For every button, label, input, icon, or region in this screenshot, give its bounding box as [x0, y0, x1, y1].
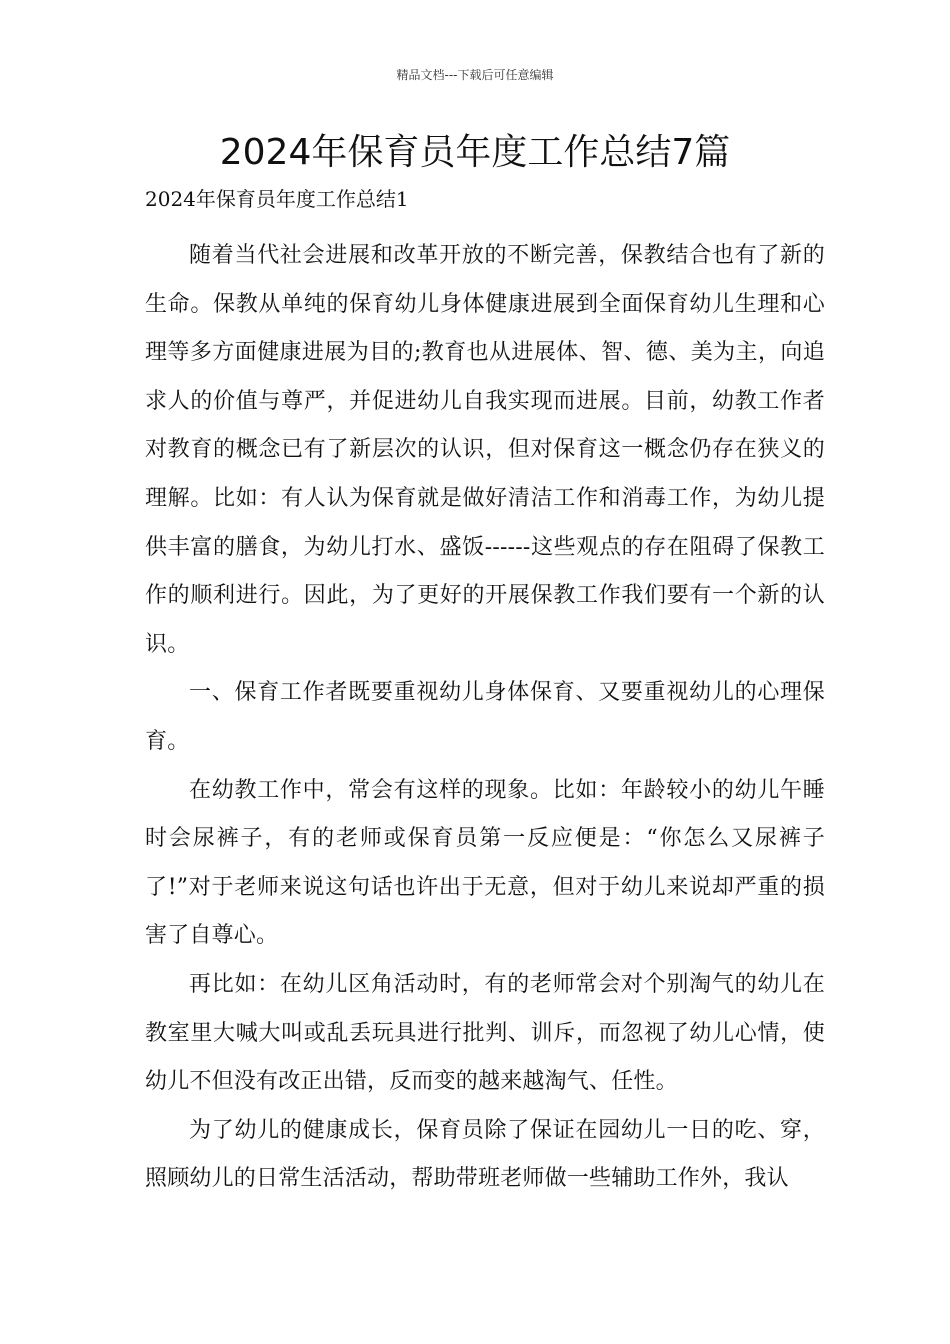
section-heading: 2024年保育员年度工作总结1 — [145, 187, 409, 211]
paragraph: 为了幼儿的健康成长，保育员除了保证在园幼儿一日的吃、穿，照顾幼儿的日常生活活动，帮助带班老师做一些辅助工作外，我认 — [145, 1117, 825, 1192]
document-title: 2024年保育员年度工作总结7篇 — [219, 132, 731, 173]
body-text — [145, 232, 825, 1204]
paragraph: 在幼教工作中，常会有这样的现象。比如：年龄较小的幼儿午睡时会尿裤子，有的老师或保育员第一反应便是：“你怎么又尿裤子了!”对于老师来说这句话也许出于无意，但对于幼儿来说却严重的损害了自尊心。 — [145, 777, 825, 949]
header-note: 精品文档---下载后可任意编辑 — [396, 68, 554, 82]
paragraph: 再比如：在幼儿区角活动时，有的老师常会对个别淘气的幼儿在教室里大喊大叫或乱丢玩具进行批判、训斥，而忽视了幼儿心情，使幼儿不但没有改正出错，反而变的越来越淘气、任性。 — [145, 971, 825, 1095]
paragraph: 随着当代社会进展和改革开放的不断完善，保教结合也有了新的生命。保教从单纯的保育幼儿身体健康进展到全面保育幼儿生理和心理等多方面健康进展为目的;教育也从进展体、智、德、美为主，向追求人的价值与尊严，并促进幼儿自我实现而进展。目前，幼教工作者对教育的概念已有了新层次的认识，但对保育这一概念仍存在狭义的理解。比如：有人认为保育就是做好清洁工作和消毒工作，为幼儿提供丰富的膳食，为幼儿打水、盛饭------这些观点的存在阻碍了保教工作的顺利进行。因此，为了更好的开展保教工作我们要有一个新的认识。 — [145, 243, 825, 657]
paragraph: 一、保育工作者既要重视幼儿身体保育、又要重视幼儿的心理保育。 — [145, 680, 825, 754]
